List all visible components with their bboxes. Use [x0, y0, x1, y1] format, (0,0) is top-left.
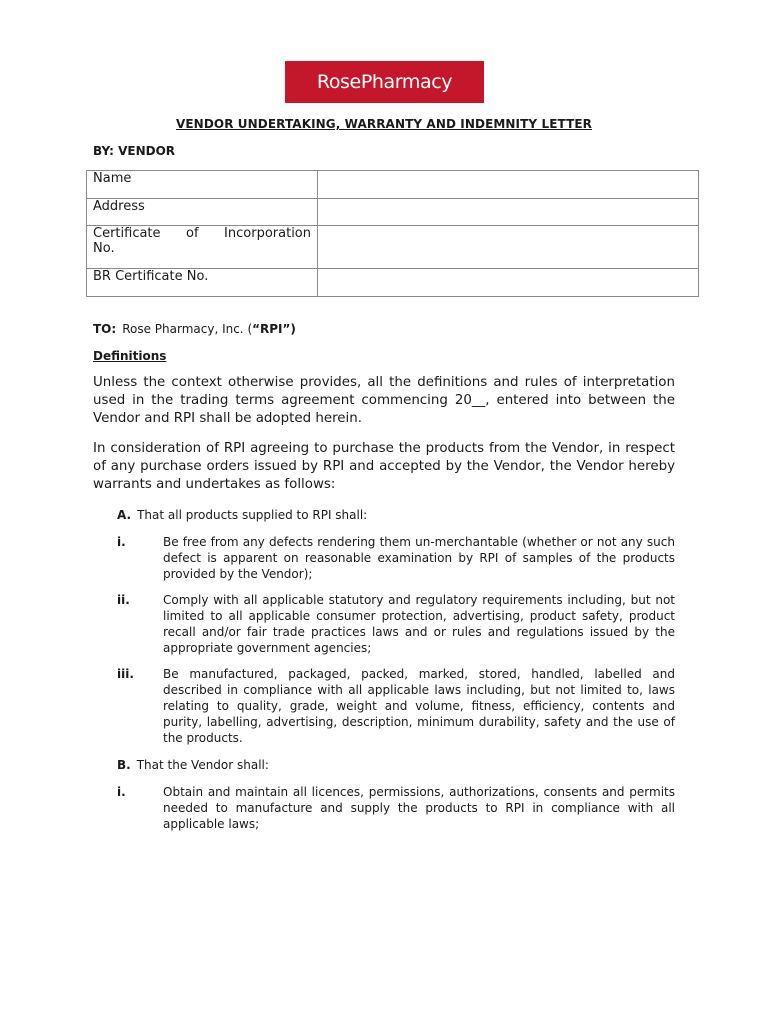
section-b-heading — [117, 758, 269, 772]
table-row — [87, 269, 699, 297]
item-text: Be manufactured, packaged, packed, marked, stored, handled, labelled and described in compliance with all applicable laws including, but not limited to, laws relating to quality, grade, weight and volume, fitness, efficiency, contents and purity, labelling, advertising, description, minimum durability, safety and the use of the products. — [163, 667, 675, 745]
definitions-paragraph: Unless the context otherwise provides, all the definitions and rules of interpretation used in the trading terms agreement commencing 20__, entered into between the Vendor and RPI shall be adopted herein. — [93, 375, 675, 426]
addressee-line — [93, 322, 296, 336]
row-label-br-certificate: BR Certificate No. — [87, 269, 318, 297]
document-title: VENDOR UNDERTAKING, WARRANTY AND INDEMNITY LETTER — [176, 117, 592, 131]
row-value-br-certificate — [318, 269, 699, 297]
row-value-certificate — [318, 226, 699, 269]
item-text: Comply with all applicable statutory and regulatory requirements including, but not limited to all applicable consumer protection, advertising, product safety, product recall and/or fair trade practices laws and or rules and regulations issued by the appropriate government agencies; — [163, 593, 675, 655]
table-row — [87, 199, 699, 226]
section-b-text: That the Vendor shall: — [136, 758, 269, 772]
logo-text: RosePharmacy — [316, 71, 453, 93]
addressee-name: Rose Pharmacy, Inc. ( — [122, 322, 253, 336]
by-vendor-label: BY: VENDOR — [93, 144, 176, 158]
table-row — [87, 226, 699, 269]
row-value-name — [318, 171, 699, 199]
item-text: Obtain and maintain all licences, permissions, authorizations, consents and permits needed to manufacture and supply the products to RPI in compliance with all applicable laws; — [163, 785, 675, 831]
item-number: i. — [117, 535, 126, 549]
row-label-address: Address — [87, 199, 318, 226]
table-row — [87, 171, 699, 199]
section-b-letter: B. — [117, 758, 131, 772]
row-label-certificate — [87, 226, 318, 269]
row-label-certificate-line2: No. — [93, 241, 115, 256]
item-number: i. — [117, 785, 126, 799]
consideration-paragraph: In consideration of RPI agreeing to purchase the products from the Vendor, in respect of any purchase orders issued by RPI and accepted by the Vendor, the Vendor hereby warrants and undertakes as follows: — [93, 441, 675, 492]
addressee-short-name: “RPI”) — [252, 322, 296, 336]
section-a-heading — [117, 508, 367, 522]
rose-pharmacy-logo — [285, 61, 484, 103]
row-label-certificate-line1: Certificate of Incorporation — [93, 226, 311, 241]
item-text: Be free from any defects rendering them un-merchantable (whether or not any such defect is apparent on reasonable examination by RPI of samples of the products provided by the Vendor); — [163, 535, 675, 581]
row-label-name: Name — [87, 171, 318, 199]
item-number: ii. — [117, 593, 130, 607]
section-a-text: That all products supplied to RPI shall: — [137, 508, 368, 522]
section-a-letter: A. — [117, 508, 132, 522]
item-number: iii. — [117, 667, 134, 681]
row-value-address — [318, 199, 699, 226]
to-label: TO: — [93, 322, 117, 336]
vendor-details-table — [86, 170, 699, 297]
definitions-heading: Definitions — [93, 349, 167, 363]
